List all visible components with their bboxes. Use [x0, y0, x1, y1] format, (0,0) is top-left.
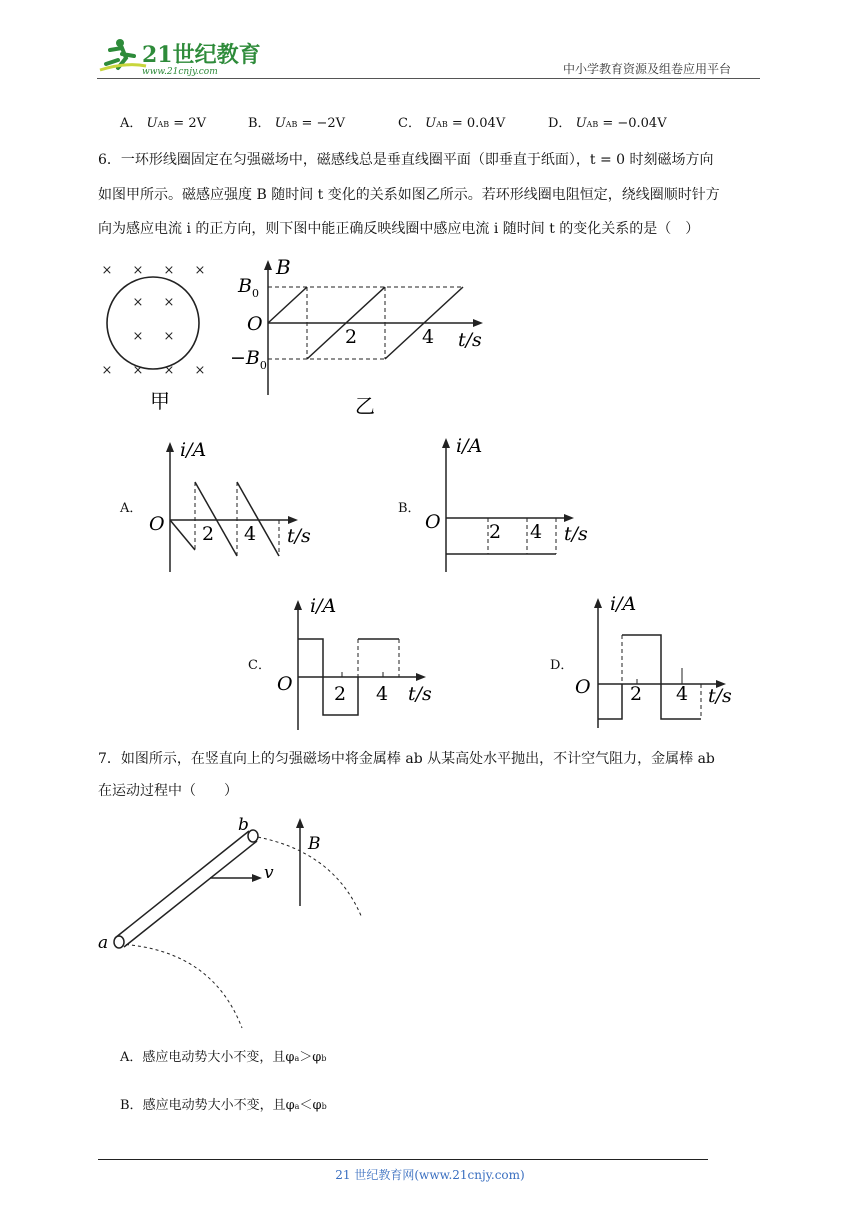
q5-option-d: D． UAB = −0.04V [548, 116, 667, 131]
svg-text:b: b [238, 815, 249, 835]
svg-text:4: 4 [376, 683, 389, 705]
logo-text: 21世纪教育 [142, 42, 261, 68]
svg-text:×: × [101, 263, 113, 278]
svg-text:×: × [163, 295, 175, 310]
logo-url: www.21cnjy.com [142, 67, 218, 77]
q6-line-2: 如图甲所示。磁感应强度 B 随时间 t 变化的关系如图乙所示。若环形线圈电阻恒定，绕线圈顺时针方 [98, 187, 720, 203]
figure-yi [230, 250, 500, 420]
q6-line-3: 向为感应电流 i 的正方向，则下图中能正确反映线圈中感应电流 i 随时间 t 的变化关系的是（ ） [98, 221, 700, 237]
q5-option-c: C． UAB = 0.04V [398, 116, 506, 131]
svg-text:v: v [264, 863, 274, 883]
q6-option-b-label: B． [398, 501, 421, 516]
svg-text:t/s: t/s [564, 523, 588, 545]
coil-circle [107, 277, 199, 369]
svg-text:2: 2 [630, 683, 643, 705]
svg-text:t/s: t/s [408, 683, 432, 705]
q7-option-a: A．感应电动势大小不变，且φa＞φb [120, 1050, 327, 1065]
svg-text:B: B [276, 255, 291, 279]
svg-text:B0: $B_0$ [238, 275, 259, 300]
svg-text:t/s: t/s [708, 685, 732, 707]
svg-text:×: × [132, 263, 144, 278]
q6-line-1: 6．一环形线圈固定在匀强磁场中，磁感线总是垂直线圈平面（即垂直于纸面），t = 0 时刻磁场方向 [98, 152, 714, 168]
footer-divider [98, 1159, 708, 1160]
q6-option-c-label: C． [248, 658, 271, 673]
q6-option-b-graph [418, 430, 608, 575]
svg-text:×: × [101, 363, 113, 378]
svg-text:a: a [98, 933, 109, 953]
svg-text:−B0: $-B_0$ [230, 347, 267, 372]
svg-text:t/s: t/s [287, 525, 311, 547]
q5-option-b: B． UAB = −2V [248, 116, 346, 131]
q6-option-c-graph [272, 590, 452, 735]
q5-option-a: A． UAB = 2V [120, 116, 206, 131]
q7-option-b: B．感应电动势大小不变，且φa＜φb [120, 1098, 327, 1113]
fig-jia-label: 甲 [150, 389, 170, 413]
svg-text:2: 2 [202, 523, 215, 545]
svg-text:×: × [132, 329, 144, 344]
svg-text:O: O [575, 676, 591, 698]
site-logo [96, 34, 266, 78]
svg-text:×: × [163, 363, 175, 378]
svg-text:2: 2 [334, 683, 347, 705]
svg-text:4: 4 [422, 326, 435, 348]
figure-jia [98, 258, 218, 418]
svg-text:4: 4 [530, 521, 543, 543]
svg-text:4: 4 [244, 523, 257, 545]
svg-text:2: 2 [489, 521, 502, 543]
svg-text:O: O [149, 513, 165, 535]
svg-text:i/A: i/A [610, 593, 637, 615]
rod-edge-top [115, 831, 249, 938]
svg-text:i/A: i/A [180, 439, 207, 461]
svg-text:O: O [277, 673, 293, 695]
q6-option-a-graph [140, 432, 330, 577]
svg-text:×: × [132, 295, 144, 310]
q6-option-a-label: A． [120, 501, 143, 516]
rod-edge-bottom [124, 841, 257, 947]
q6-option-d-label: D． [550, 658, 574, 673]
fig-yi-label: 乙 [355, 394, 375, 418]
q7-line-1: 7．如图所示，在竖直向上的匀强磁场中将金属棒 ab 从某高处水平抛出，不计空气阻力，金属棒 ab [98, 751, 715, 767]
header-platform-text: 中小学教育资源及组卷应用平台 [563, 62, 732, 76]
svg-text:O: O [247, 313, 263, 335]
svg-text:×: × [163, 263, 175, 278]
q6-option-d-graph [572, 588, 762, 733]
svg-text:t/s: t/s [458, 329, 482, 351]
runner-logo-icon [96, 34, 266, 78]
svg-text:×: × [194, 363, 206, 378]
svg-text:B: B [308, 834, 321, 854]
q7-figure [94, 810, 384, 1030]
svg-text:i/A: i/A [310, 595, 337, 617]
header-divider [97, 78, 760, 79]
svg-text:2: 2 [345, 326, 358, 348]
footer-text[interactable]: 21 世纪教育网(www.21cnjy.com) [335, 1168, 525, 1182]
q7-line-2: 在运动过程中（ ） [98, 783, 238, 799]
svg-text:i/A: i/A [456, 435, 483, 457]
svg-text:O: O [425, 511, 441, 533]
svg-text:4: 4 [676, 683, 689, 705]
svg-text:×: × [194, 263, 206, 278]
svg-text:×: × [132, 363, 144, 378]
svg-text:×: × [163, 329, 175, 344]
